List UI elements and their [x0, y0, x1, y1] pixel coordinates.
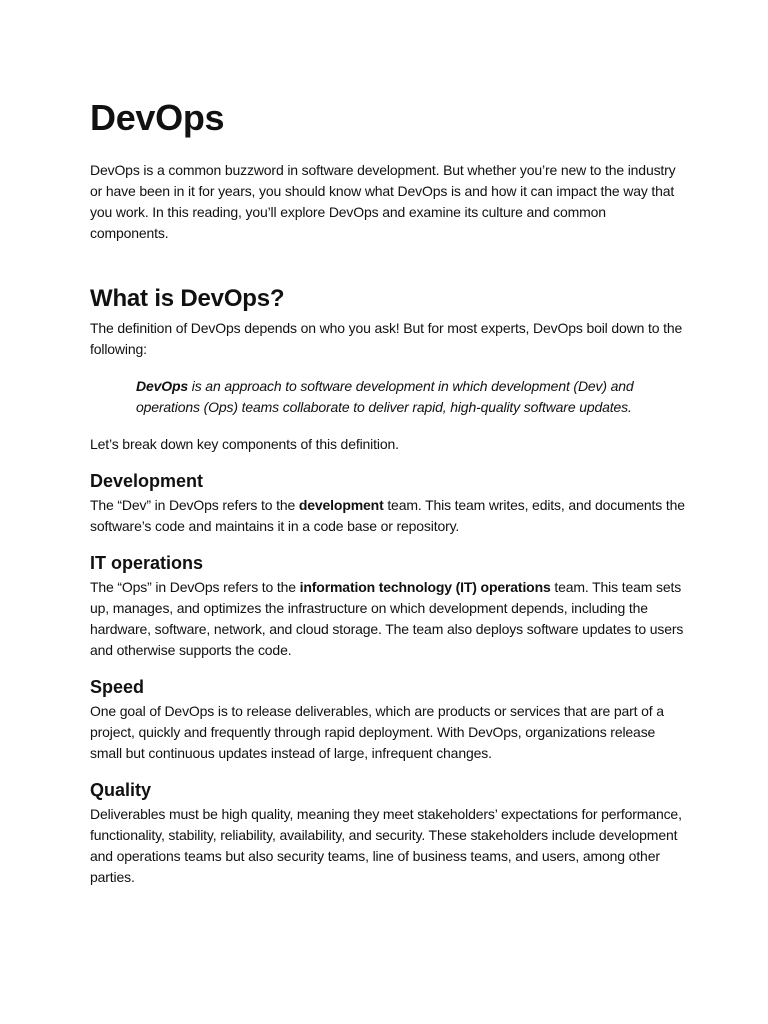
- document-page: [90, 96, 686, 888]
- definition-text: is an approach to software development in which development (Dev) and operations (Ops) teams collaborate to deliver rapid, high-quality software updates.: [136, 378, 634, 415]
- development-heading: Development: [90, 471, 204, 491]
- development-text-before: The “Dev” in DevOps refers to the: [90, 497, 299, 513]
- definition-term: DevOps: [136, 378, 189, 394]
- it-operations-paragraph: [90, 577, 686, 661]
- it-operations-heading: IT operations: [90, 553, 204, 573]
- definition-quote: [136, 376, 686, 418]
- it-operations-text-after: team. This team sets up, manages, and optimizes the infrastructure on which development depends, including the hardware, software, network, and cloud storage. The team also deploys software updates to users and otherwise supports the code.: [90, 579, 684, 658]
- development-text-after: team. This team writes, edits, and documents the software’s code and maintains it in a code base or repository.: [90, 497, 685, 534]
- development-paragraph: [90, 495, 686, 537]
- development-term: development: [298, 497, 384, 513]
- definition-lead-paragraph: The definition of DevOps depends on who you ask! But for most experts, DevOps boil down to the following:: [90, 320, 683, 357]
- speed-heading: Speed: [90, 677, 145, 697]
- it-operations-term: information technology (IT) operations: [299, 579, 551, 595]
- speed-paragraph: One goal of DevOps is to release deliverables, which are products or services that are part of a project, quickly and frequently through rapid deployment. With DevOps, organizations release small but continuous updates instead of large, infrequent changes.: [90, 703, 664, 761]
- breakdown-paragraph: Let’s break down key components of this definition.: [90, 436, 399, 452]
- what-is-devops-heading: What is DevOps?: [90, 285, 285, 312]
- intro-paragraph: DevOps is a common buzzword in software development. But whether you’re new to the industry or have been in it for years, you should know what DevOps is and how it can impact the way that you work. In this reading, you’ll explore DevOps and examine its culture and common components.: [90, 162, 676, 241]
- page-title: DevOps: [90, 97, 225, 138]
- quality-paragraph: Deliverables must be high quality, meaning they meet stakeholders’ expectations for performance, functionality, stability, reliability, availability, and security. These stakeholders include development and operations teams but also security teams, line of business teams, and users, among other parties.: [90, 806, 682, 885]
- quality-heading: Quality: [90, 780, 152, 800]
- it-operations-text-before: The “Ops” in DevOps refers to the: [90, 579, 300, 595]
